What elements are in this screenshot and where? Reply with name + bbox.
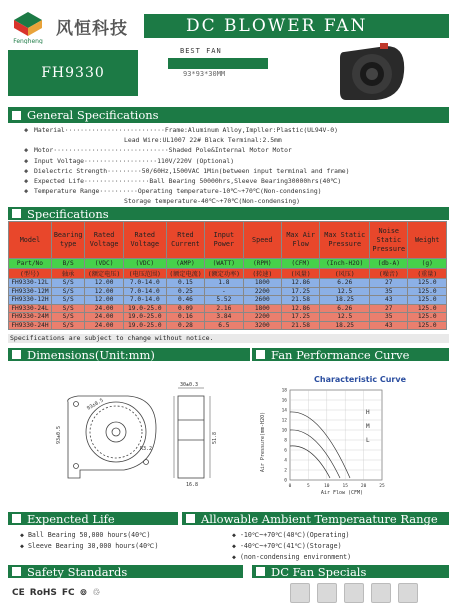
x-tick-label: 25 [379,484,385,489]
table-cell: (风压) [320,269,370,279]
table-cell: (g) [408,259,447,269]
column-header: Max Air Flow [281,222,319,259]
y-tick-label: 14 [281,408,287,414]
square-bullet-icon [12,567,21,576]
column-header: Rated Voltage [85,222,123,259]
table-cell: 125.0 [408,321,447,330]
square-bullet-icon [12,111,21,120]
section-title: Allowable Ambient Temperaature Range [201,511,438,526]
table-cell: 21.58 [281,296,319,305]
table-cell: (CFM) [281,259,319,269]
diamond-bullet-icon: ◆ [24,177,29,186]
column-header: Noise Static Pressure [370,222,408,259]
dim-label: 93±0.5 [86,397,105,412]
table-cell: FH9330-12L [9,279,52,288]
table-cell: 7.0-14.0 [123,279,166,288]
chart-xlabel: Air Flow (CFM) [320,490,364,496]
product-banner: DC BLOWER FAN [144,14,449,38]
blower-fan-image [336,42,408,104]
table-cell: 1800 [243,304,281,313]
life-list [20,530,158,552]
general-spec-list [24,125,444,207]
section-title: Expencted Life [27,511,115,526]
square-bullet-icon [256,567,265,576]
curve-label: H [366,409,370,416]
table-row [9,321,447,330]
table-cell: 0.09 [166,304,204,313]
recycle-icon: ♲ [92,588,101,598]
section-title: Dimensions(Unit:mm) [27,347,155,362]
table-cell: (VDC) [123,259,166,269]
spec-item [24,156,444,166]
spec-table [8,221,447,330]
table-cell: (RPM) [243,259,281,269]
table-cell: 43 [370,321,408,330]
table-cell: S/S [51,296,85,305]
column-header: Speed [243,222,281,259]
table-cell: S/S [51,279,85,288]
section-title: Safety Standards [27,564,128,579]
chart-ylabel: Air Pressure(mm-H2O) [260,411,266,473]
table-cell: 12.86 [281,279,319,288]
table-cell: 12.5 [320,287,370,296]
table-cell: 0.46 [166,296,204,305]
spec-note: Specifications are subject to change without notice. [8,334,449,343]
table-row [9,287,447,296]
list-item: ◆ (non-condensing environment) [232,553,352,561]
table-cell: 12.86 [281,304,319,313]
spec-item [24,145,444,155]
table-cell: 12.5 [320,313,370,322]
spec-item [24,176,444,186]
table-cell: 19.0-25.0 [123,313,166,322]
section-title: Specifications [27,206,109,221]
performance-chart [250,372,420,497]
table-cell: FH9330-24M [9,313,52,322]
spec-item-text: Input Voltage···················110V/220V (Optional) [34,156,235,165]
x-tick-label: 5 [307,484,310,489]
y-tick-label: 16 [281,398,287,404]
table-cell: 2200 [243,287,281,296]
table-cell: 2600 [243,296,281,305]
spec-item-text: Dielectric Strength·········50/60Hz,1500VAC 1Min(between input terminal and frame) [34,166,350,175]
table-row [9,259,447,269]
ul-icon: ⊚ [79,588,88,598]
table-cell: 12.00 [85,296,123,305]
dimension-text: 93*93*30MM [183,70,226,78]
table-cell: FH9330-24L [9,304,52,313]
chart-frame [290,390,382,480]
spec-item-text: Lead Wire:UL1007 22# Black Terminal:2.5mm [124,136,282,145]
table-cell: Part/No [9,259,52,269]
table-cell: S/S [51,287,85,296]
temperature-list [232,530,351,563]
column-header: Rted Current [166,222,204,259]
section-specifications [8,207,449,220]
column-header: Bearing type [51,222,85,259]
table-cell: 2.16 [205,304,243,313]
table-cell: 7.0-14.0 [123,296,166,305]
table-cell: S/S [51,304,85,313]
table-cell: (风量) [281,269,319,279]
fg-icon [317,583,337,603]
table-header-row [9,222,447,259]
diamond-bullet-icon: ◆ [24,146,29,155]
square-bullet-icon [12,350,21,359]
x-tick-label: 20 [360,484,367,489]
diamond-bullet-icon: ◆ [24,156,29,165]
table-cell: 6.5 [205,321,243,330]
table-cell: (VDC) [85,259,123,269]
spec-item-text: Motor······························Shaded Pole&Internal Motor Motor [34,146,292,155]
list-item: ◆ -40℃~+70℃(41℃)(Storage) [232,542,342,550]
spec-item [24,135,444,145]
spec-item [24,166,444,176]
cert-logos [12,584,212,602]
accent-bar [168,58,268,69]
y-tick-label: 8 [284,438,287,444]
table-cell: 12.00 [85,279,123,288]
table-cell: 轴承 [51,269,85,279]
section-dimensions [8,348,250,361]
fcc-icon: FC [61,588,75,598]
y-tick-label: 12 [281,418,287,424]
table-cell: FH9330-12M [9,287,52,296]
table-cell: 19.0-25.0 [123,304,166,313]
table-cell: 0.28 [166,321,204,330]
square-bullet-icon [12,209,21,218]
table-cell: 0.16 [166,313,204,322]
table-cell: 24.00 [85,313,123,322]
table-cell: 0.15 [166,279,204,288]
section-expected-life [8,512,178,525]
table-cell: 3.84 [205,313,243,322]
table-cell: (额定功率) [205,269,243,279]
y-tick-label: 10 [281,428,287,434]
table-cell: (db-A) [370,259,408,269]
table-cell: B/S [51,259,85,269]
column-header: Input Power [205,222,243,259]
table-cell: 27 [370,304,408,313]
diamond-bullet-icon: ◆ [24,187,29,196]
ce-icon: CE [12,588,25,598]
performance-curve [290,430,340,478]
spec-item-text: Expected Life·················Ball Bearing 50000hrs,Sleeve Bearing30000hrs(40℃) [34,177,342,186]
waterproof-icon [290,583,310,603]
x-tick-label: 0 [288,484,292,489]
table-cell: 0.25 [166,287,204,296]
spec-item [24,186,444,196]
table-cell: 125.0 [408,287,447,296]
column-header: Rated Voltage [123,222,166,259]
table-cell: 27 [370,279,408,288]
best-fan-label: BEST FAN [180,47,222,55]
table-cell: (Inch-H2O) [320,259,370,269]
y-tick-label: 6 [284,448,287,454]
y-tick-label: 18 [281,388,287,394]
svg-text:Fengheng: Fengheng [13,38,43,44]
table-cell: - [205,287,243,296]
table-cell: 6.26 [320,279,370,288]
table-cell: (额定电流) [166,269,204,279]
table-cell: (WATT) [205,259,243,269]
table-cell: 18.25 [320,296,370,305]
dim-label: R3.2 [140,446,153,452]
x-tick-label: 15 [342,484,348,489]
table-cell: 24.00 [85,304,123,313]
model-number: FH9330 [8,50,138,96]
section-safety-standards [8,565,243,578]
table-cell: 21.58 [281,321,319,330]
table-cell: 17.25 [281,287,319,296]
table-cell: 35 [370,313,408,322]
table-cell: (额定电压) [85,269,123,279]
table-cell: 1800 [243,279,281,288]
brand-name: 风恒科技 [56,19,128,39]
table-cell: S/S [51,321,85,330]
curve-label: L [366,437,370,444]
table-cell: 6.26 [320,304,370,313]
section-title: General Specifications [27,108,159,122]
table-cell: 3200 [243,321,281,330]
table-cell: 125.0 [408,304,447,313]
table-cell: 5.52 [205,296,243,305]
column-header: Weight [408,222,447,259]
table-row [9,296,447,305]
speed-icon [398,583,418,603]
table-cell: 18.25 [320,321,370,330]
table-cell: 24.00 [85,321,123,330]
y-tick-label: 2 [284,468,287,474]
dim-label: 51.8 [212,431,218,444]
table-cell: 35 [370,287,408,296]
table-cell: 17.25 [281,313,319,322]
table-cell: (型号) [9,269,52,279]
table-cell: S/S [51,313,85,322]
table-cell: 2200 [243,313,281,322]
special-icons [290,583,440,603]
y-tick-label: 0 [284,478,287,484]
column-header: Max Static Pressure [320,222,370,259]
table-cell: (重量) [408,269,447,279]
spec-item [24,125,444,135]
table-cell: 7.0-14.0 [123,287,166,296]
y-tick-label: 4 [284,458,287,464]
square-bullet-icon [186,514,195,523]
dim-label: 30±0.3 [180,382,199,388]
table-cell: 125.0 [408,296,447,305]
table-cell: (AMP) [166,259,204,269]
table-row [9,304,447,313]
pwm-icon [371,583,391,603]
list-item: ◆ Sleeve Bearing 30,000 hours(40℃) [20,542,159,550]
table-cell: (噪音) [370,269,408,279]
table-cell: (转速) [243,269,281,279]
spec-item-text: Temperature Range··········Operating temperature-10℃~+70℃(Non-condensing) [34,187,322,196]
x-tick-label: 10 [324,484,330,489]
curve-label: M [366,423,370,430]
spec-item-text: Material··························Frame:Aluminum Alloy,Impller:Plastic(UL94V-0) [34,126,338,134]
table-cell: 12.00 [85,287,123,296]
table-row [9,279,447,288]
fengheng-logo [8,10,48,44]
square-bullet-icon [256,350,265,359]
section-title: Fan Performance Curve [271,347,410,362]
section-temperature-range [182,512,449,525]
section-general-specifications [8,107,449,123]
table-cell: 19.0-25.0 [123,321,166,330]
rohs-icon: RoHS [29,588,57,598]
rd-icon [344,583,364,603]
table-row [9,313,447,322]
performance-curve [290,412,350,478]
section-dc-fan-specials [252,565,449,578]
dim-label: 16.8 [186,482,199,488]
table-cell: FH9330-12H [9,296,52,305]
table-cell: 1.8 [205,279,243,288]
table-cell: 125.0 [408,279,447,288]
list-item: ◆ Ball Bearing 50,000 hours(40℃) [20,531,151,539]
section-performance [252,348,449,361]
table-cell: 43 [370,296,408,305]
chart-title: Characteristic Curve [314,375,406,384]
dim-label: 93±0.5 [56,425,62,444]
dimension-drawing [48,380,248,490]
table-cell: 125.0 [408,313,447,322]
diamond-bullet-icon: ◆ [24,166,29,175]
section-title: DC Fan Specials [271,564,367,579]
square-bullet-icon [12,514,21,523]
table-cell: (电压范围) [123,269,166,279]
table-cell: FH9330-24H [9,321,52,330]
list-item: ◆ -10℃~+70℃(40℃)(Operating) [232,531,350,539]
table-row [9,269,447,279]
column-header: Model [9,222,52,259]
diamond-bullet-icon: ◆ [24,126,29,134]
spec-item-text: Storage temperature-40℃~+70℃(Non-condensing) [124,197,300,206]
